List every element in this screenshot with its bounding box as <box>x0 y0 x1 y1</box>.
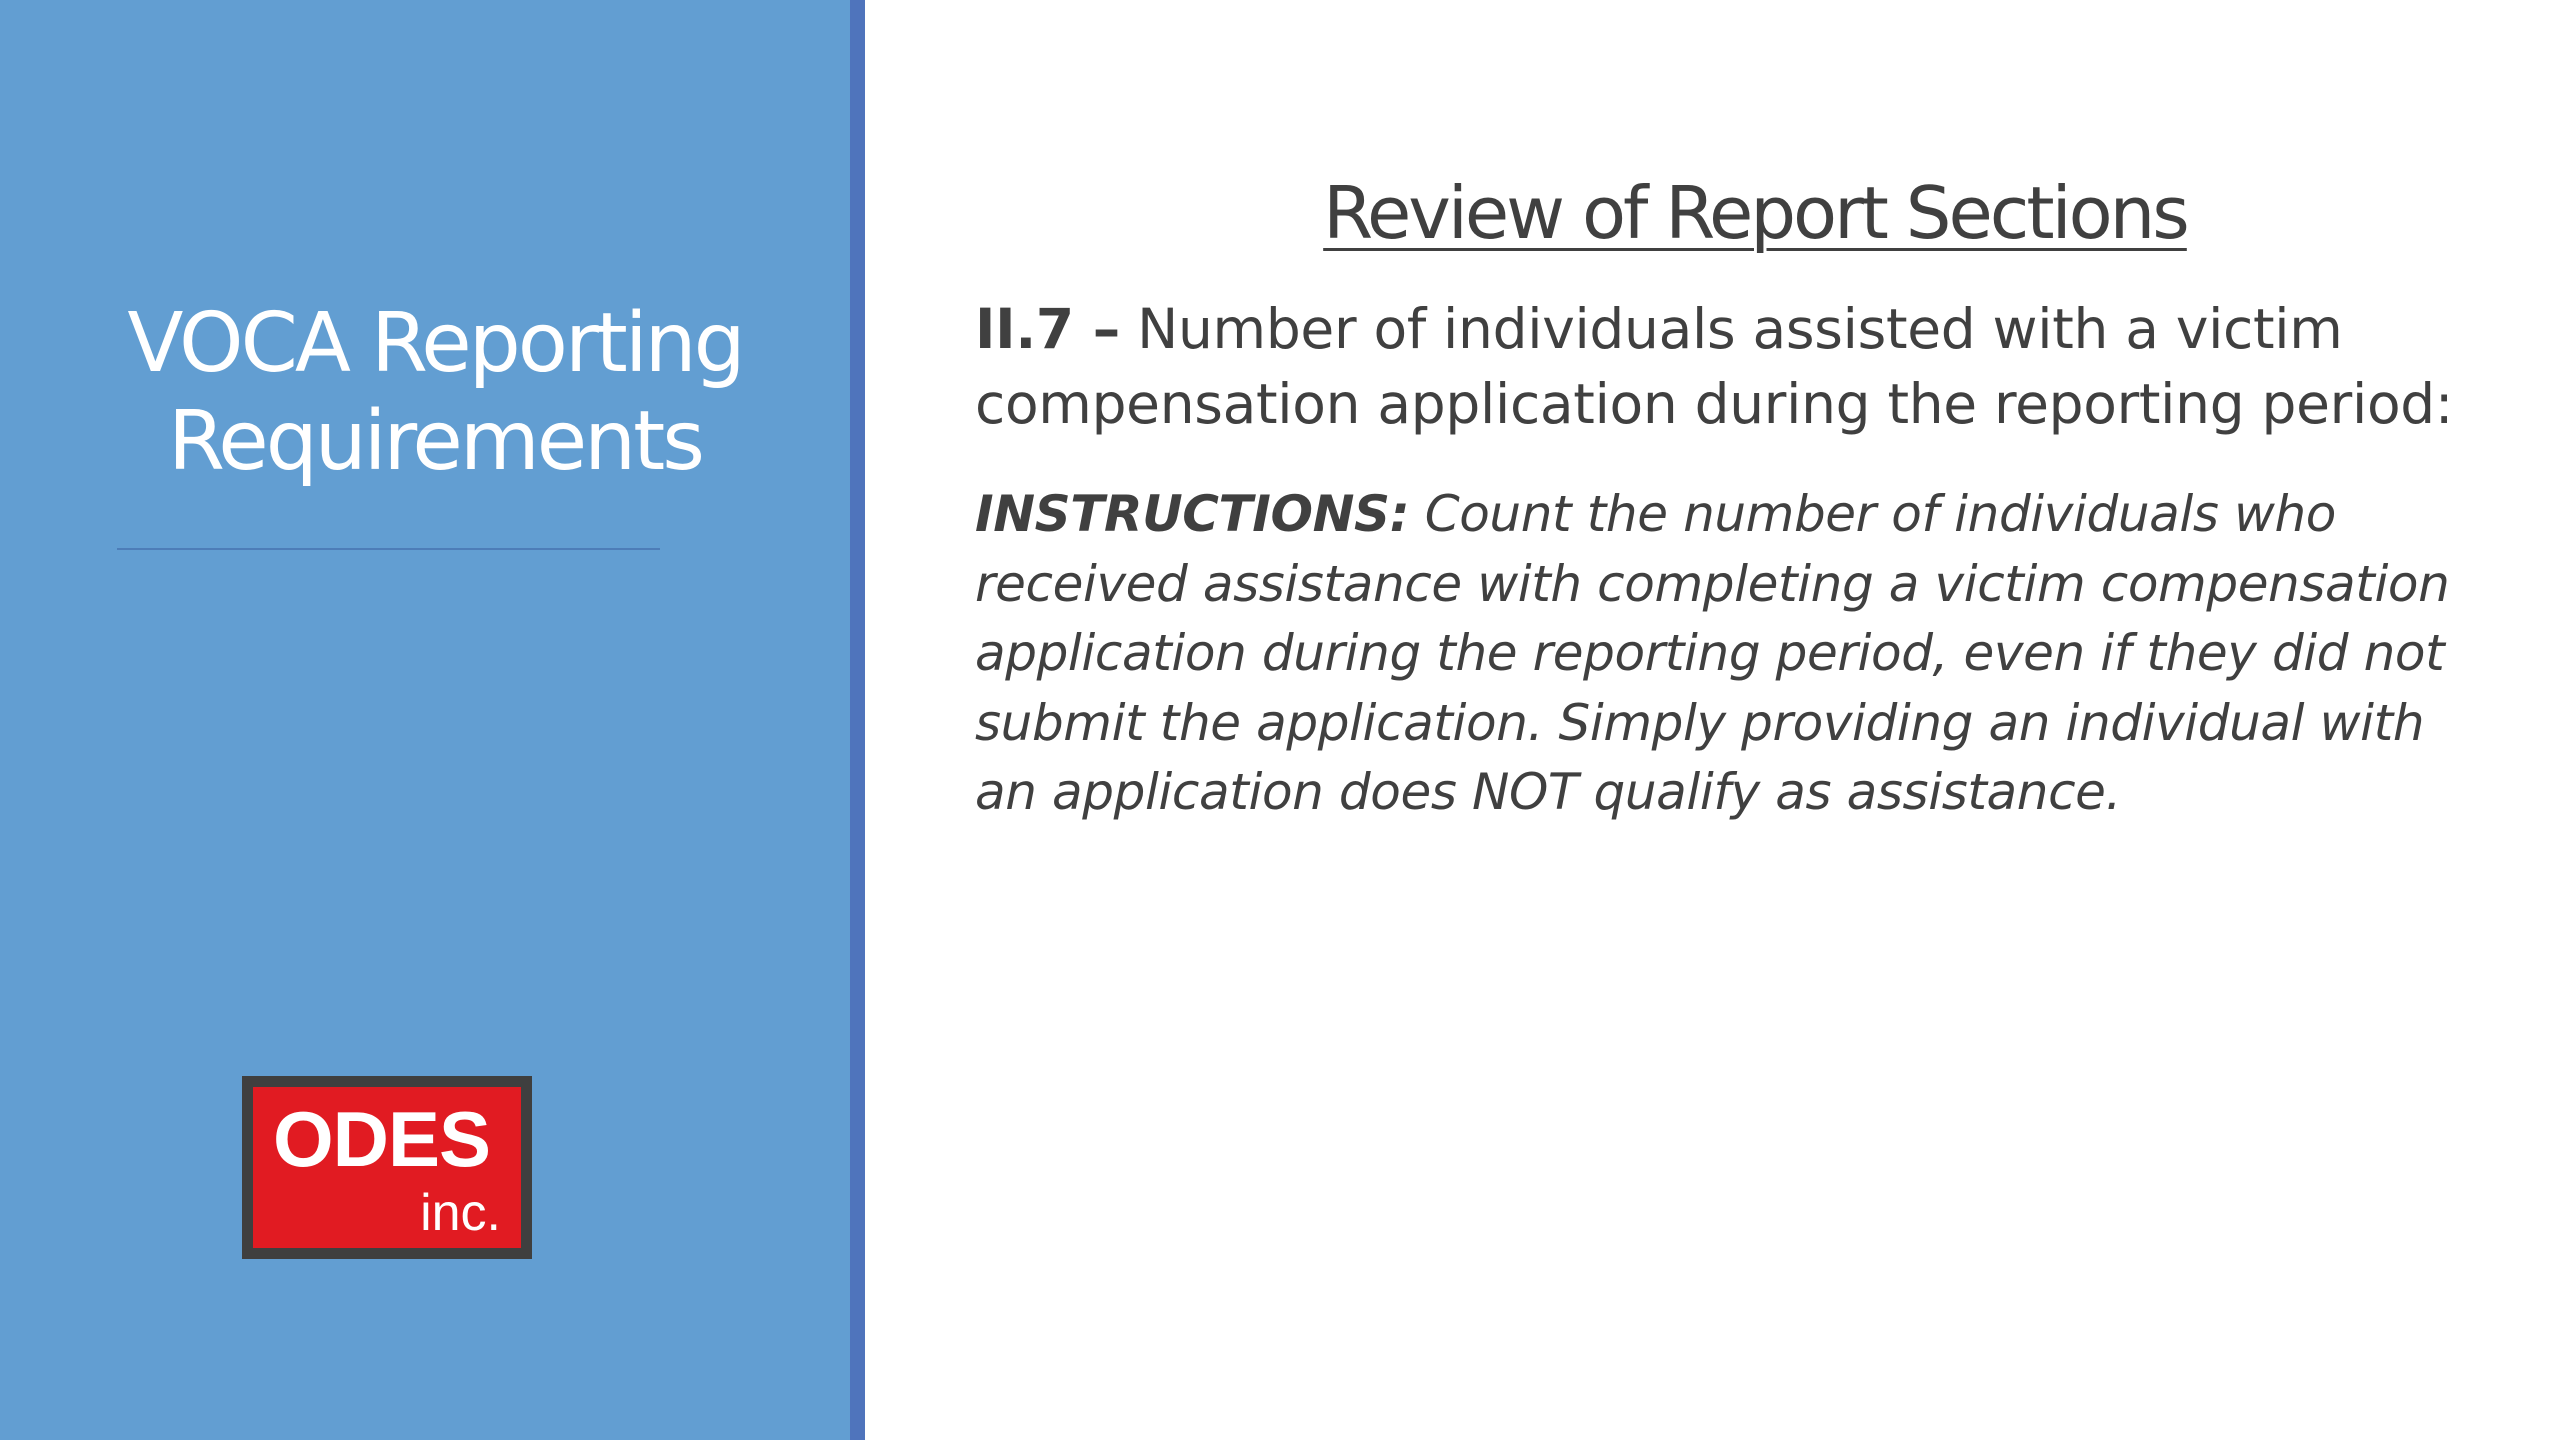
instructions-line-2: received assistance with completing a victim compensation <box>975 554 2450 613</box>
side-title <box>40 295 830 491</box>
instructions-line-4: submit the application. Simply providing an individual with <box>975 693 2425 752</box>
odes-logo <box>242 1076 532 1259</box>
section-heading <box>975 292 2535 442</box>
section-text-line-1: Number of individuals assisted with a victim <box>1137 297 2343 361</box>
side-title-line-1: VOCA Reporting <box>127 296 743 391</box>
instructions-text-1: Count the number of individuals who <box>1424 485 2336 543</box>
instructions-line-3: application during the reporting period, even if they did not <box>975 624 2445 682</box>
instructions-line-5: an application does NOT qualify as assistance. <box>975 763 2122 821</box>
side-divider <box>117 548 660 550</box>
section-text-line-2: compensation application during the reporting period: <box>975 372 2454 436</box>
instructions-line-1 <box>975 480 2535 550</box>
logo-sub: inc. <box>420 1184 501 1242</box>
instructions <box>975 480 2535 828</box>
section-code: II.7 – <box>975 297 1120 361</box>
instructions-label: INSTRUCTIONS: <box>975 485 1410 543</box>
logo-word: ODES <box>273 1095 491 1183</box>
left-panel <box>0 0 850 1440</box>
side-title-line-2: Requirements <box>167 394 703 489</box>
panel-border <box>850 0 865 1440</box>
page-title: Review of Report Sections <box>1323 171 2187 255</box>
